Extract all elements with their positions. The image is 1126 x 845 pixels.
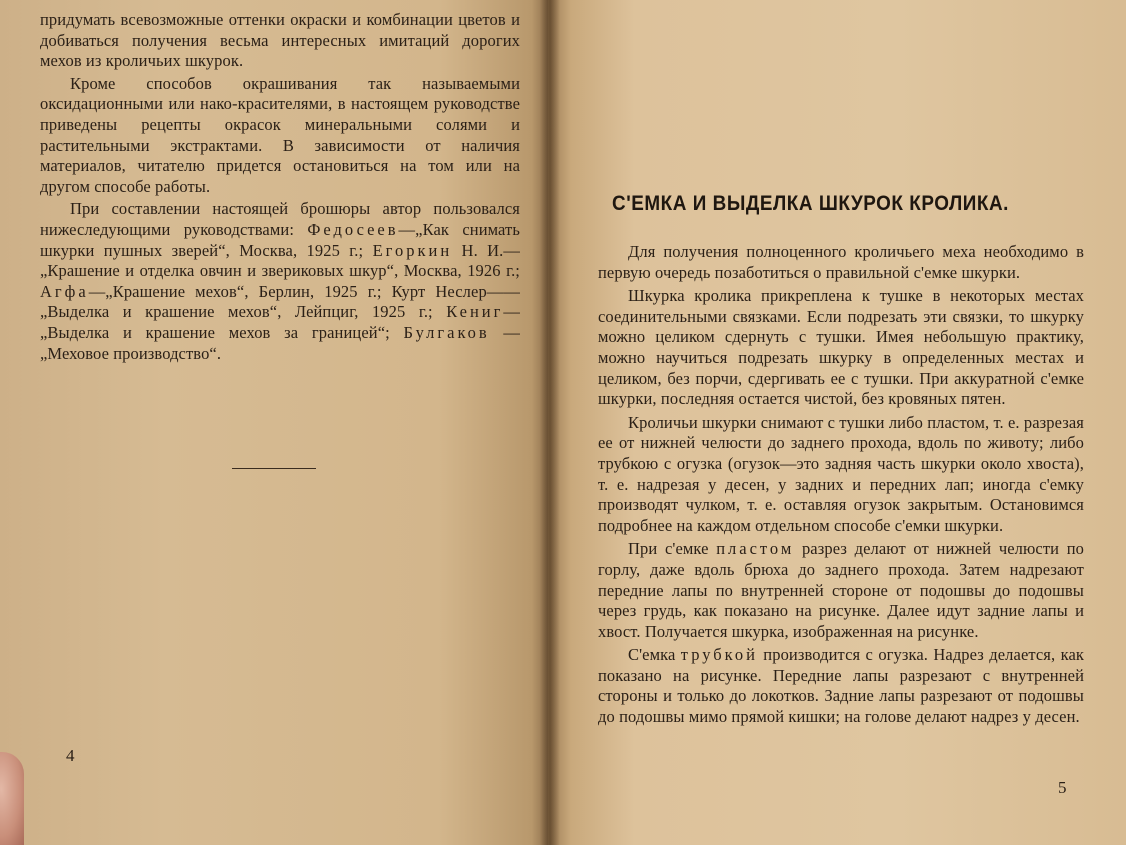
left-paragraph-1: придумать всевозможные оттенки окраски и комбинации цветов и добиваться получения весьма интересных имитаций дорогих мехов из кроличьих шкурок. — [40, 10, 520, 71]
right-paragraph-3: Кроличьи шкурки снимают с тушки либо пластом, т. е. разрезая ее от нижней челюсти до заднего прохода, вдоль по животу; либо трубкою с огузка (огузок—это задняя часть шкурки около хвоста), т. е. надрезая у десен, у задних и передних лап; иногда с'емку производят чулком, т. е. оставляя огузок закрытым. Остановимся подробнее на каждом отдельном способе с'емки шкурки. — [598, 412, 1084, 535]
thumb — [0, 752, 24, 845]
section-divider — [232, 468, 316, 469]
right-paragraph-1: Для получения полноценного кроличьего меха необходимо в первую очередь позаботиться о правильной с'емке шкурки. — [598, 242, 1084, 282]
page-number-right: 5 — [1058, 778, 1067, 797]
right-paragraph-5: С'емка трубкой производится с огузка. Надрез делается, как показано на рисунке. Передние лапы разрезают с внутренней стороны и только до локотков. Задние лапы разрезают от подошвы до подошвы мимо прямой кишки; на голове делают надрез у десен. — [598, 645, 1084, 727]
left-paragraph-3: При составлении настоящей брошюры автор пользовался нижеследующими руководствами: Федосеев—„Как снимать шкурки пушных зверей“, Москва, 1925 г.; Егоркин Н. И.—„Крашение и отделка овчин и звериковых шкур“, Москва, 1926 г.; Агфа—„Крашение мехов“, Берлин, 1925 г.; Курт Неслер——„Выделка и крашение мехов“, Лейпциг, 1925 г.; Кениг—„Выделка и крашение мехов за границей“; Булгаков — „Меховое производство“. — [40, 199, 520, 363]
right-paragraph-4: При с'емке пластом разрез делают от нижней челюсти по горлу, даже вдоль брюха до заднего прохода. Затем надрезают передние лапы по внутренней стороне от подошвы до подошвы через грудь, как показано на рисунке. Далее идут задние лапы и хвост. Получается шкурка, изображенная на рисунке. — [598, 539, 1084, 641]
right-page-body — [598, 242, 1084, 731]
page-number-left: 4 — [66, 746, 75, 765]
right-paragraph-2: Шкурка кролика прикреплена к тушке в некоторых местах соединительными связками. Если подрезать эти связки, то шкурку можно целиком сдернуть с тушки. Имея небольшую практику, можно научиться подрезать шкурку в определенных местах и целиком, без порчи, сдергивать ее с тушки. При аккуратной с'емке шкурки, последняя остается чистой, без кровяных пятен. — [598, 286, 1084, 409]
left-page-body — [40, 10, 520, 366]
left-paragraph-2: Кроме способов окрашивания так называемыми оксидационными или нако-красителями, в настоящем руководстве приведены рецепты окрасок минеральными солями и растительными экстрактами. В зависимости от наличия материалов, читателю придется остановиться на том или на другом способе работы. — [40, 73, 520, 196]
book-gutter — [540, 0, 560, 845]
chapter-heading: С'ЕМКА И ВЫДЕЛКА ШКУРОК КРОЛИКА. — [612, 192, 1009, 215]
